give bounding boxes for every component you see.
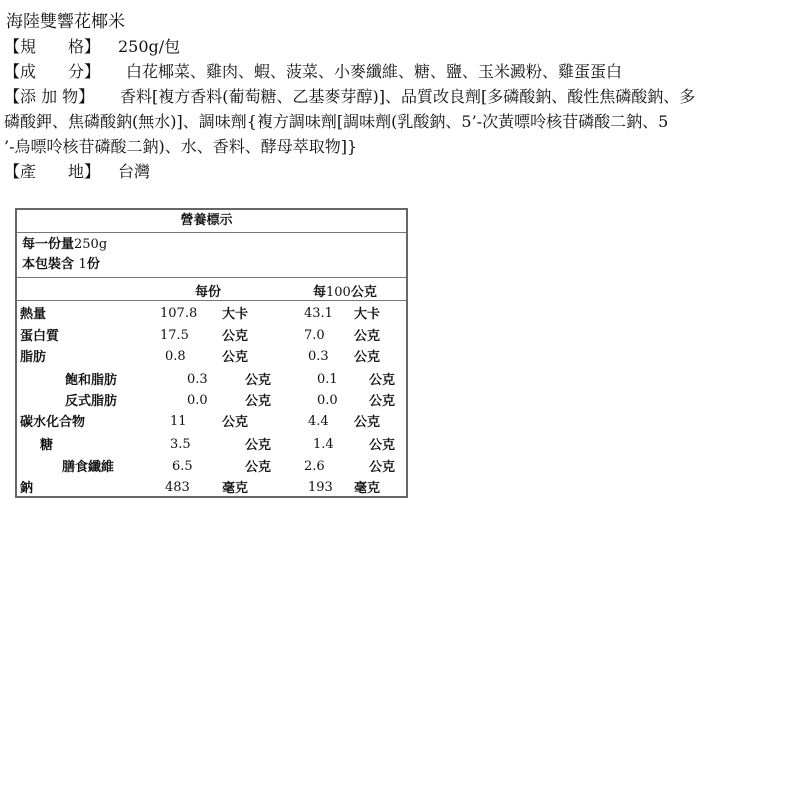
per-serving-value: 0.8 — [165, 349, 186, 364]
ingredients-label: 【成 分】 — [4, 62, 101, 81]
nutrition-title: 營養標示 — [17, 210, 406, 233]
per-100g-unit: 公克 — [354, 415, 381, 430]
nutrition-column-headers — [17, 278, 406, 301]
per-serving-unit: 毫克 — [222, 481, 249, 496]
ingredients-value: 白花椰菜、雞肉、蝦、菠菜、小麥纖維、糖、鹽、玉米澱粉、雞蛋蛋白 — [126, 62, 623, 81]
per-serving-value: 0.3 — [187, 372, 208, 387]
servings-unit: 份 — [86, 257, 100, 272]
nutrition-row — [17, 303, 406, 323]
servings-per-pack — [17, 255, 406, 275]
per-serving-unit: 大卡 — [222, 307, 249, 322]
per-100g-value: 0.1 — [317, 372, 338, 387]
serving-size-value: 250g — [74, 237, 108, 252]
per-100g-value: 7.0 — [304, 328, 325, 343]
per-serving-value: 11 — [170, 414, 187, 429]
per-100g-unit: 公克 — [369, 394, 396, 409]
nutrition-row — [17, 477, 406, 497]
per-100g-value: 1.4 — [313, 437, 334, 452]
per-serving-unit: 公克 — [222, 415, 249, 430]
per-serving-value: 6.5 — [172, 459, 193, 474]
nutrient-name: 脂肪 — [20, 350, 47, 365]
servings-value: 1 — [78, 257, 87, 272]
per-100g-value: 4.4 — [308, 414, 329, 429]
nutrient-name: 碳水化合物 — [20, 415, 86, 430]
per-serving-unit: 公克 — [222, 329, 249, 344]
nutrient-name: 熱量 — [20, 307, 47, 322]
serving-size — [17, 235, 406, 255]
product-title: 海陸雙響花椰米 — [6, 12, 125, 32]
per-100g-unit: 毫克 — [354, 481, 381, 496]
serving-info — [17, 233, 406, 278]
additives-line-1: 香料[複方香料(葡萄糖、乙基麥芽醇)]、品質改良劑[多磷酸鈉、酸性焦磷酸鈉、多 — [120, 87, 696, 106]
nutrient-name: 膳食纖維 — [62, 460, 115, 475]
additives-label: 【添 加 物】 — [4, 87, 95, 106]
nutrition-rows — [17, 301, 406, 496]
spec-row — [4, 34, 794, 59]
nutrition-row — [17, 456, 406, 476]
nutrition-row — [17, 411, 406, 431]
per-100g-value: 0.0 — [317, 393, 338, 408]
product-info — [4, 34, 794, 184]
per-100g-unit: 大卡 — [354, 307, 381, 322]
col-per-serving: 每份 — [195, 285, 222, 300]
per-100g-unit: 公克 — [369, 373, 396, 388]
nutrient-name: 糖 — [40, 438, 54, 453]
per-100g-unit: 公克 — [354, 350, 381, 365]
nutrition-row — [17, 346, 406, 366]
nutrient-name: 鈉 — [20, 481, 34, 496]
additives-row — [4, 84, 794, 109]
per-serving-unit: 公克 — [245, 394, 272, 409]
additives-line-2: 磷酸鉀、焦磷酸鈉(無水)]、調味劑{複方調味劑[調味劑(乳酸鈉、5’-次黃嘌呤核苷磷酸二鈉、5 — [4, 112, 669, 131]
per-100g-value: 193 — [308, 480, 333, 495]
nutrition-row — [17, 390, 406, 410]
per-100g-unit: 公克 — [369, 460, 396, 475]
per-serving-value: 0.0 — [187, 393, 208, 408]
per-serving-value: 3.5 — [170, 437, 191, 452]
per-100g-value: 2.6 — [304, 459, 325, 474]
ingredients-row — [4, 59, 794, 84]
nutrition-table — [15, 208, 408, 498]
per-100g-value: 0.3 — [308, 349, 329, 364]
spec-value: 250g/包 — [118, 37, 181, 56]
per-serving-unit: 公克 — [245, 373, 272, 388]
origin-value: 台灣 — [118, 162, 151, 181]
col-per-100g — [313, 281, 377, 300]
per-serving-unit: 公克 — [245, 460, 272, 475]
per-100g-unit: 公克 — [354, 329, 381, 344]
per-serving-unit: 公克 — [245, 438, 272, 453]
per-serving-value: 483 — [165, 480, 190, 495]
origin-label: 【產 地】 — [4, 162, 101, 181]
nutrition-row — [17, 434, 406, 454]
nutrition-row — [17, 369, 406, 389]
col-per-100g-unit: 公克 — [350, 285, 377, 300]
col-per-100g-prefix: 每 — [313, 285, 327, 300]
spec-label: 【規 格】 — [4, 37, 101, 56]
col-per-100g-num: 100 — [326, 285, 351, 300]
per-100g-unit: 公克 — [369, 438, 396, 453]
additives-row-2 — [4, 109, 794, 134]
serving-size-label: 每一份量 — [22, 237, 75, 252]
per-serving-unit: 公克 — [222, 350, 249, 365]
origin-row — [4, 159, 794, 184]
nutrient-name: 飽和脂肪 — [65, 373, 118, 388]
servings-label: 本包裝含 — [22, 257, 75, 272]
per-100g-value: 43.1 — [304, 306, 333, 321]
additives-line-3: ’-烏嘌呤核苷磷酸二鈉)、水、香料、酵母萃取物]} — [4, 137, 358, 156]
per-serving-value: 107.8 — [160, 306, 198, 321]
per-serving-value: 17.5 — [160, 328, 189, 343]
additives-row-3 — [4, 134, 794, 159]
nutrient-name: 反式脂肪 — [65, 394, 118, 409]
nutrition-row — [17, 325, 406, 345]
nutrient-name: 蛋白質 — [20, 329, 60, 344]
